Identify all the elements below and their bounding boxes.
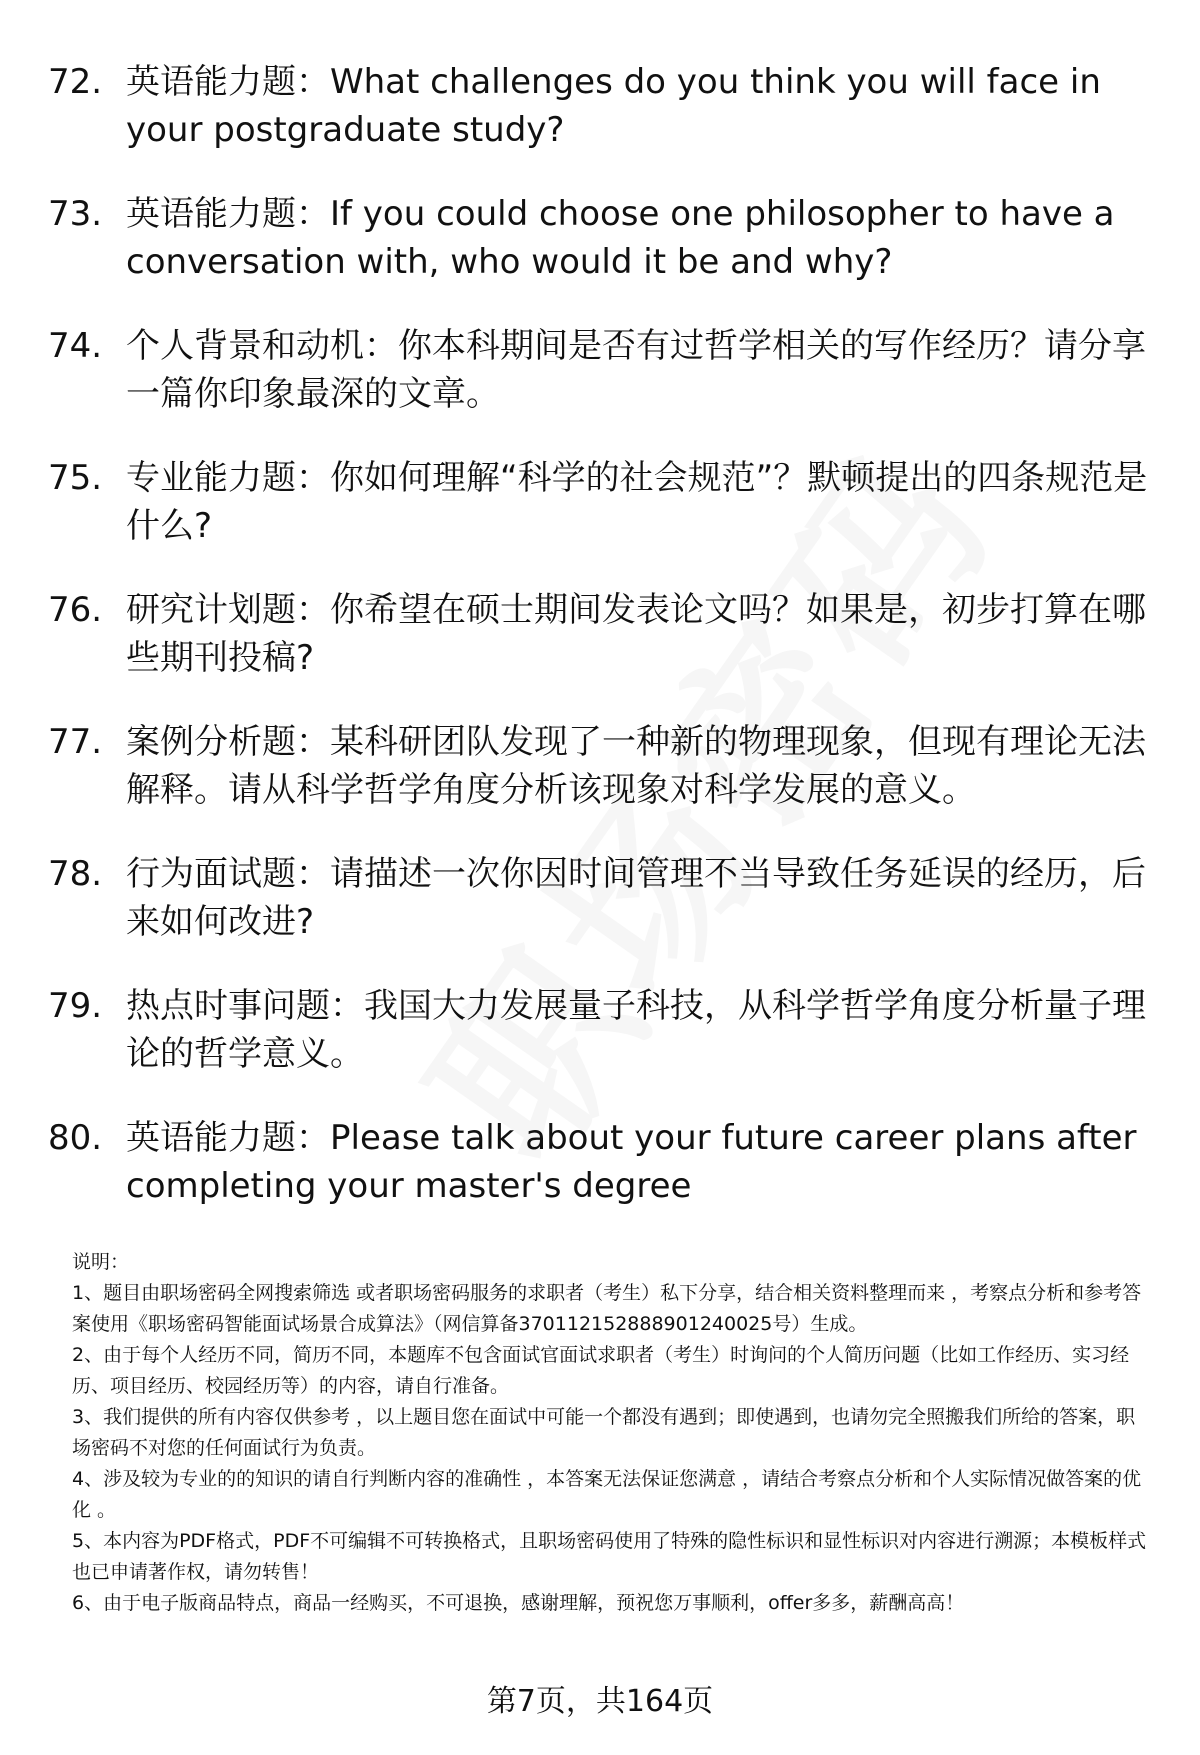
note-item: 3、我们提供的所有内容仅供参考 ，以上题目您在面试中可能一个都没有遇到；即使遇到，也请勿完全照搬我们所给的答案，职场密码不对您的任何面试行为负责。 [72, 1406, 1136, 1459]
question-text: 行为面试题：请描述一次你因时间管理不当导致任务延误的经历，后来如何改进? [126, 854, 1146, 942]
question-number: 78. [48, 854, 103, 894]
question-number: 72. [48, 62, 103, 102]
question-item [48, 58, 1158, 154]
question-item [48, 454, 1158, 550]
notes-title: 说明： [72, 1251, 130, 1273]
question-item [48, 322, 1158, 418]
question-number: 75. [48, 458, 103, 498]
question-text: 热点时事问题：我国大力发展量子科技，从科学哲学角度分析量子理论的哲学意义。 [126, 986, 1146, 1074]
question-number: 73. [48, 194, 103, 234]
question-item [48, 850, 1158, 946]
question-number: 74. [48, 326, 103, 366]
question-number: 77. [48, 722, 103, 762]
question-text: 英语能力题：What challenges do you think you will face in your postgraduate study? [126, 62, 1101, 150]
page-footer: 第7页，共164页 [486, 1684, 714, 1719]
question-number: 76. [48, 590, 103, 630]
question-item [48, 1114, 1158, 1210]
question-text: 个人背景和动机：你本科期间是否有过哲学相关的写作经历？请分享一篇你印象最深的文章。 [126, 326, 1146, 414]
note-item: 2、由于每个人经历不同，简历不同，本题库不包含面试官面试求职者（考生）时询问的个人简历问题（比如工作经历、实习经历、项目经历、校园经历等）的内容，请自行准备。 [72, 1344, 1130, 1397]
question-list [48, 58, 1158, 1246]
question-text: 专业能力题：你如何理解“科学的社会规范”？默顿提出的四条规范是什么? [126, 458, 1148, 546]
note-item: 1、题目由职场密码全网搜索筛选 或者职场密码服务的求职者（考生）私下分享，结合相关资料整理而来 ，考察点分析和参考答案使用《职场密码智能面试场景合成算法》（网信算备370112152888901240025号）生成。 [72, 1282, 1142, 1335]
question-item [48, 190, 1158, 286]
note-item: 5、本内容为PDF格式，PDF不可编辑不可转换格式，且职场密码使用了特殊的隐性标识和显性标识对内容进行溯源；本模板样式也已申请著作权，请勿转售！ [72, 1530, 1147, 1583]
question-item [48, 586, 1158, 682]
question-number: 80. [48, 1118, 103, 1158]
question-text: 英语能力题：Please talk about your future career plans after completing your master's degree [126, 1118, 1137, 1206]
question-text: 英语能力题：If you could choose one philosopher to have a conversation with, who would it be and why? [126, 194, 1115, 282]
notes-section [72, 1247, 1152, 1619]
note-item: 6、由于电子版商品特点，商品一经购买，不可退换，感谢理解，预祝您万事顺利，offer多多，薪酬高高！ [72, 1592, 965, 1614]
question-item [48, 718, 1158, 814]
question-number: 79. [48, 986, 103, 1026]
question-text: 案例分析题：某科研团队发现了一种新的物理现象，但现有理论无法解释。请从科学哲学角度分析该现象对科学发展的意义。 [126, 722, 1146, 810]
question-item [48, 982, 1158, 1078]
note-item: 4、涉及较为专业的的知识的请自行判断内容的准确性 ，本答案无法保证您满意 ，请结合考察点分析和个人实际情况做答案的优化 。 [72, 1468, 1142, 1521]
question-text: 研究计划题：你希望在硕士期间发表论文吗？如果是，初步打算在哪些期刊投稿? [126, 590, 1146, 678]
